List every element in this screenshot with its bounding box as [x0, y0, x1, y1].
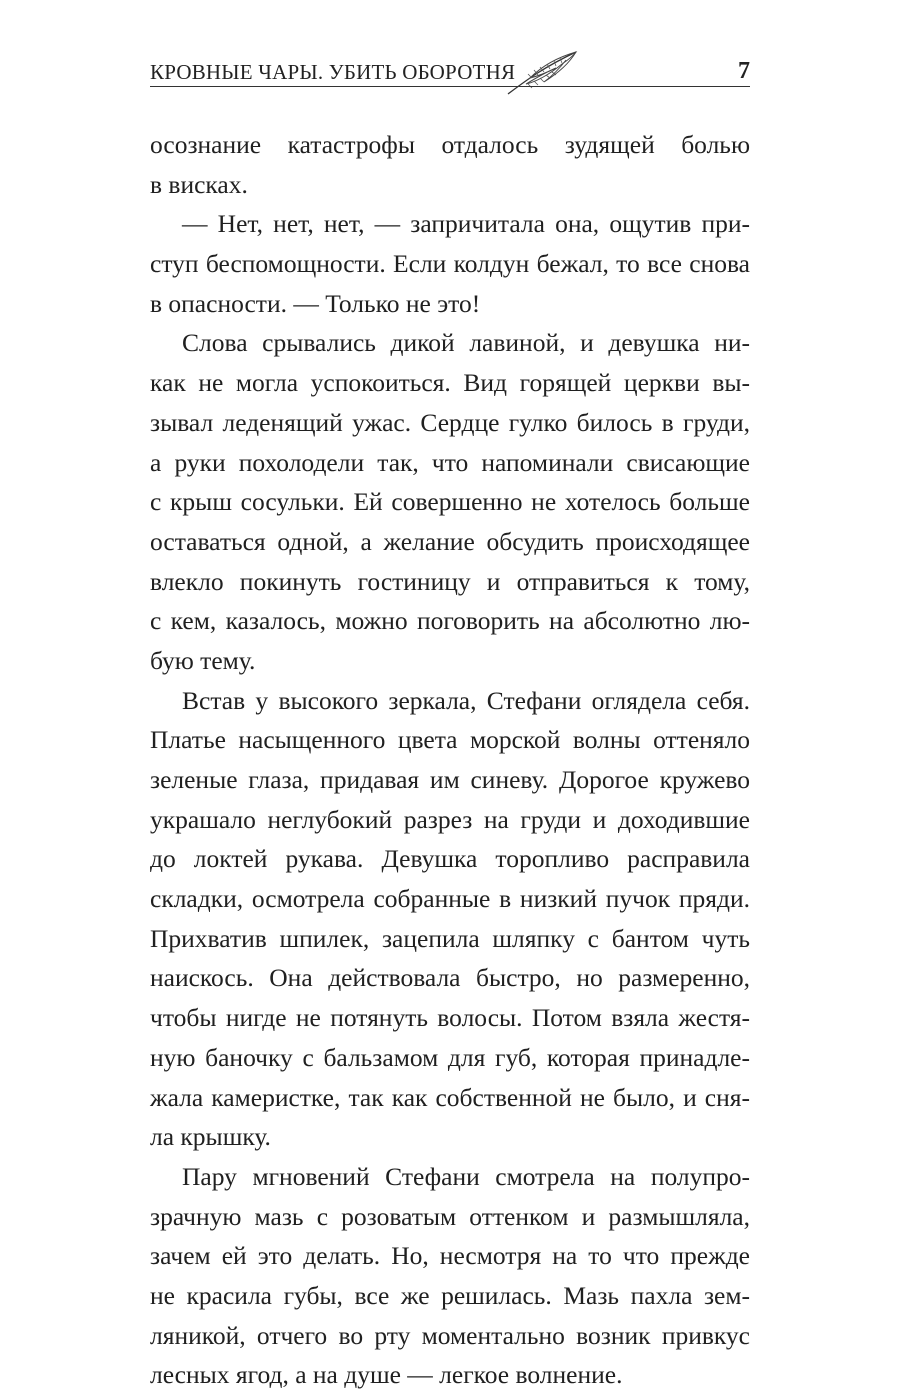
text-line: Пару мгновений Стефани смотрела на полупро- [182, 1161, 750, 1191]
text-line: влекло покинуть гостиницу и отправиться к тому, [150, 566, 750, 596]
text-line: ляникой, отчего во рту моментально возник привкус [150, 1320, 750, 1350]
text-line: Встав у высокого зеркала, Стефани оглядела себя. [182, 685, 750, 715]
text-line: бую тему. [150, 645, 256, 675]
text-line: до локтей рукава. Девушка торопливо расправила [150, 844, 750, 874]
text-line: зывал леденящий ужас. Сердце гулко билось в груди, [150, 407, 750, 437]
text-line: зрачную мазь с розоватым оттенком и размышляла, [150, 1201, 750, 1231]
running-header [150, 58, 750, 98]
text-line: осознание катастрофы отдалось зудящей болью [150, 130, 750, 159]
text-line: не красила губы, все же решилась. Мазь пахла зем- [150, 1280, 750, 1310]
page-number: 7 [738, 58, 750, 84]
text-line: оставаться одной, а желание обсудить происходящее [150, 526, 750, 556]
text-line: в висках. [150, 169, 248, 199]
text-line: Слова срывались дикой лавиной, и девушка ни- [182, 328, 750, 358]
text-line: Прихватив шпилек, зацепила шляпку с бантом чуть [150, 923, 750, 953]
text-line: наискось. Она действовала быстро, но размеренно, [150, 963, 750, 993]
text-line: с крыш сосульки. Ей совершенно не хотелось больше [150, 487, 750, 517]
text-line: ла крышку. [150, 1122, 271, 1152]
quill-icon [502, 48, 582, 98]
book-title: КРОВНЫЕ ЧАРЫ. УБИТЬ ОБОРОТНЯ [150, 60, 516, 84]
header-rule [150, 86, 750, 87]
text-line: украшало неглубокий разрез на груди и доходившие [150, 804, 750, 834]
text-line: зачем ей это делать. Но, несмотря на то что прежде [150, 1241, 750, 1271]
text-line: складки, осмотрела собранные в низкий пучок пряди. [150, 884, 750, 914]
text-line: зеленые глаза, придавая им синеву. Дорогое кружево [150, 765, 750, 794]
text-line: чтобы нигде не потянуть волосы. Потом взяла жестя- [150, 1003, 750, 1033]
text-line: — Нет, нет, нет, — запричитала она, ощутив при- [182, 209, 750, 239]
text-line: ную баночку с бальзамом для губ, которая принадле- [150, 1042, 750, 1072]
text-line: Платье насыщенного цвета морской волны оттеняло [150, 725, 750, 755]
text-line: лесных ягод, а на душе — легкое волнение. [150, 1360, 623, 1390]
text-line: жала камеристке, так как собственной не было, и сня- [150, 1082, 750, 1112]
text-line: с кем, казалось, можно поговорить на абсолютно лю- [150, 606, 750, 636]
text-line: в опасности. — Только не это! [150, 288, 481, 318]
text-line: как не могла успокоиться. Вид горящей церкви вы- [150, 368, 750, 398]
text-line: ступ беспомощности. Если колдун бежал, то все снова [150, 249, 750, 279]
body-text [150, 125, 750, 1395]
text-line: а руки похолодели так, что напоминали свисающие [150, 447, 750, 477]
